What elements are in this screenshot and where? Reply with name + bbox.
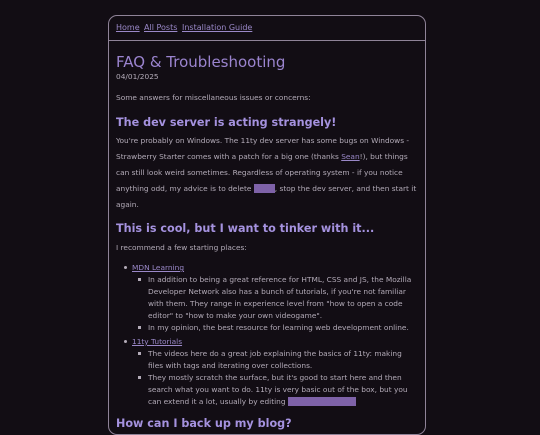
list-item: In my opinion, the best resource for learning web development online. (132, 322, 418, 334)
11ty-tutorials-link[interactable]: 11ty Tutorials (132, 337, 183, 346)
tinker-intro: I recommend a few starting places: (116, 243, 247, 252)
list-item: The videos here do a great job explaining the basics of 11ty: making files with tags and iterating over collections. (132, 348, 418, 372)
page-title: FAQ & Troubleshooting (116, 53, 286, 71)
list-item: In addition to being a great reference for HTML, CSS and JS, the Mozilla Developer Network also has a bunch of tutorials, if you're not familiar with them. They range in experience level from "how to open a code editor" to "how to make your own videogame". (132, 274, 418, 322)
top-nav (109, 16, 425, 41)
site-folder-code: _site (255, 184, 273, 193)
sub-list (132, 274, 418, 334)
list-item (116, 262, 418, 334)
post-content (116, 52, 418, 431)
sean-link[interactable]: Sean (341, 152, 360, 161)
dev-server-paragraph (116, 133, 418, 213)
list-item (116, 336, 418, 408)
dev-server-text-part2: !), but things can still look weird sometimes. Regardless of operating system - if you notice anything odd, my advice is to delete (116, 152, 408, 193)
post-date: 04/01/2025 (116, 72, 159, 81)
list-item-text: They mostly scratch the surface, but it's good to start here and then search what you want to do. 11ty is very basic out of the box, but you can extend it a lot, usually by editing (148, 373, 408, 406)
resource-list (116, 262, 418, 408)
dev-server-text-part3: , stop the dev server, and then start it again. (116, 184, 417, 209)
heading-backup: How can I back up my blog? (116, 417, 292, 430)
config-file-code: eleventy.config.js (289, 397, 355, 406)
nav-link-installation-guide[interactable]: Installation Guide (182, 23, 253, 32)
dev-server-text-part1: You're probably on Windows. The 11ty dev server has some bugs on Windows - Strawberry Starter comes with a patch for a big one (thanks (116, 136, 410, 161)
heading-tinker: This is cool, but I want to tinker with it... (116, 222, 375, 235)
page-card (108, 15, 426, 435)
mdn-learning-link[interactable]: MDN Learning (132, 263, 185, 272)
nav-link-home[interactable]: Home (116, 23, 140, 32)
intro-text: Some answers for miscellaneous issues or concerns: (116, 93, 311, 102)
nav-link-all-posts[interactable]: All Posts (144, 23, 178, 32)
sub-list (132, 348, 418, 408)
heading-dev-server: The dev server is acting strangely! (116, 116, 337, 129)
list-item (132, 372, 418, 408)
